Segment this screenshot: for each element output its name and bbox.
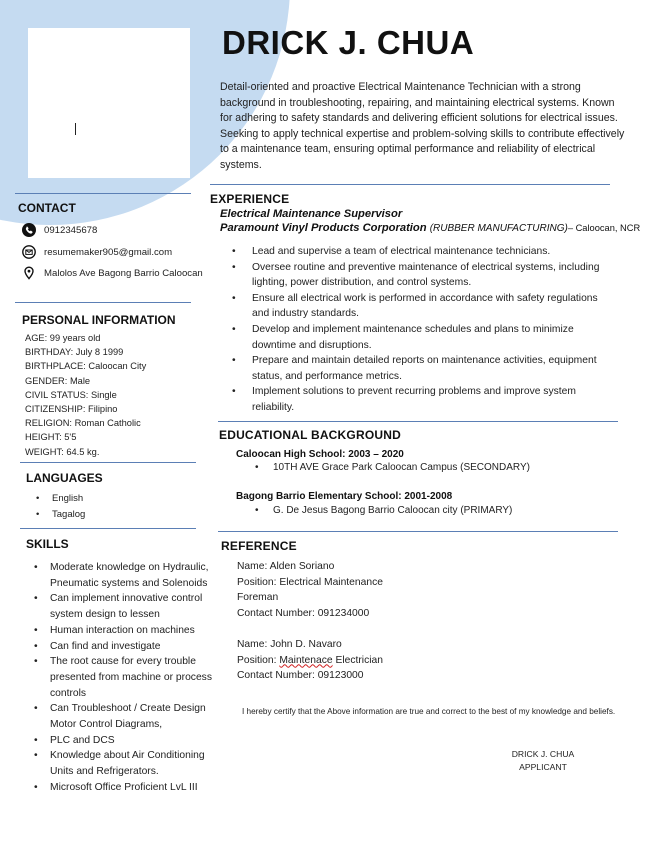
skill-item: • Can find and investigate [34,639,214,655]
skill-item: • PLC and DCS [34,733,214,749]
reference-position: Position: Electrical Maintenance [237,576,383,588]
skills-heading: SKILLS [26,537,69,551]
job-title: Electrical Maintenance Supervisor [220,208,403,220]
experience-bullet: • Prepare and maintain detailed reports on maintenance activities, equipment status, and performance metrics. [232,353,612,384]
school-name: Bagong Barrio Elementary School: 2001-2008 [236,491,453,502]
signer-name: DRICK J. CHUA [511,749,575,759]
personal-civil-status: CIVIL STATUS: Single [25,389,117,400]
skills-list [34,560,214,796]
phone-icon [22,223,36,237]
school-name: Caloocan High School: 2003 – 2020 [236,449,404,460]
contact-address: Malolos Ave Bagong Barrio Caloocan [44,267,203,279]
candidate-name: DRICK J. CHUA [222,24,475,61]
personal-divider [15,302,191,303]
skill-item: • Can implement innovative control system design to lessen [34,591,214,622]
personal-birthplace: BIRTHPLACE: Caloocan City [25,361,147,372]
experience-bullet: • Oversee routine and preventive maintenance of electrical systems, including lighting, power distribution, and control systems. [232,260,612,291]
contact-phone-row [22,223,97,237]
skill-item: • Microsoft Office Proficient LvL III [34,780,214,796]
reference-position-cont: Foreman [237,592,279,604]
languages-heading: LANGUAGES [26,471,103,485]
skill-item: • The root cause for every trouble presented from machine or process controls [34,654,214,701]
personal-heading: PERSONAL INFORMATION [22,313,176,327]
reference-heading: REFERENCE [221,539,297,553]
language-item: • Tagalog [36,507,85,523]
experience-bullet: • Develop and implement maintenance schedules and plans to minimize downtime and disruptions. [232,322,612,353]
school-detail: • G. De Jesus Bagong Barrio Caloocan city (PRIMARY) [255,505,512,516]
signer-role: APPLICANT [519,761,567,772]
text-cursor [75,123,76,135]
photo-placeholder [28,28,190,178]
contact-email: resumemaker905@gmail.com [44,246,173,258]
education-divider [218,421,618,422]
profile-summary: Detail-oriented and proactive Electrical Maintenance Technician with a strong background in troubleshooting, repairing, and maintaining electrical systems. Known for adhering to safety standards and delivering efficient solutions for electrical issues. Seeking to apply technical expertise and problem-solving skills to contribute effectively to a maintenance team, ensuring optimal performance and reliability of electrical systems. [220,81,625,171]
certification-statement: I hereby certify that the Above information are true and correct to the best of my knowledge and beliefs. [242,707,616,716]
skill-item: • Moderate knowledge on Hydraulic, Pneumatic systems and Solenoids [34,560,214,591]
personal-birthday: BIRTHDAY: July 8 1999 [25,347,124,358]
company-line [220,222,640,234]
skill-item: • Human interaction on machines [34,623,214,639]
email-icon [22,245,36,259]
reference-contact: Contact Number: 09123000 [237,670,364,682]
experience-bullets [232,244,612,416]
personal-weight: WEIGHT: 64.5 kg. [25,446,100,457]
language-item: • English [36,491,85,507]
reference-1 [237,559,383,621]
contact-divider [15,193,191,194]
reference-name: Name: John D. Navaro [237,639,342,650]
company-name: Paramount Vinyl Products Corporation [220,222,427,234]
reference-2 [237,637,383,684]
languages-list [36,491,85,522]
reference-position: Position: Maintenace Electrician [237,654,383,666]
reference-name: Name: Alden Soriano [237,561,335,572]
signature-block [505,748,581,773]
school-detail: • 10TH AVE Grace Park Caloocan Campus (SECONDARY) [255,462,530,473]
education-heading: EDUCATIONAL BACKGROUND [219,428,401,442]
location-pin-icon [22,266,36,280]
company-note: (RUBBER MANUFACTURING) [429,223,568,234]
skills-divider [20,528,196,529]
experience-bullet: • Ensure all electrical work is performed in accordance with safety regulations and industry standards. [232,291,612,322]
personal-religion: RELIGION: Roman Catholic [25,418,141,429]
contact-email-row [22,245,172,259]
summary-divider [210,184,610,185]
personal-info-list [25,331,146,459]
personal-age: AGE: 99 years old [25,333,101,343]
experience-bullet: • Lead and supervise a team of electrical maintenance technicians. [232,244,612,260]
skill-item: • Knowledge about Air Conditioning Units and Refrigerators. [34,748,214,779]
reference-divider [218,531,618,532]
experience-bullet: • Implement solutions to prevent recurring problems and improve system reliability. [232,384,612,415]
contact-address-row [22,266,203,280]
skill-item: • Can Troubleshoot / Create Design Motor Control Diagrams, [34,701,214,732]
company-location: – Caloocan, NCR [567,223,641,233]
personal-citizenship: CITIZENSHIP: Filipino [25,404,118,415]
personal-gender: GENDER: Male [25,375,91,386]
languages-divider [20,462,196,463]
personal-height: HEIGHT: 5'5 [25,432,77,443]
contact-phone: 0912345678 [44,224,98,236]
contact-heading: CONTACT [18,201,76,215]
experience-heading: EXPERIENCE [210,192,290,206]
reference-contact: Contact Number: 091234000 [237,607,370,619]
misspelled-word: Maintenace [279,654,333,666]
